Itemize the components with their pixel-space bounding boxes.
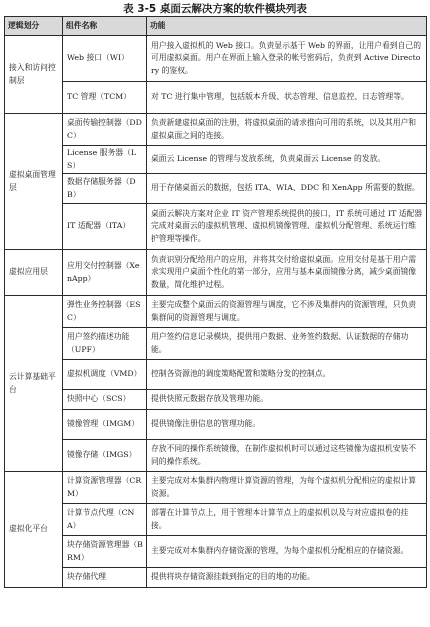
component-name-cell: 虚拟机调度（VMD） xyxy=(63,360,147,390)
component-name-cell: 镜像管理（IMGM） xyxy=(63,410,147,440)
header-function: 功能 xyxy=(147,17,427,36)
component-name-cell: 镜像存储（IMGS） xyxy=(63,440,147,472)
table-row xyxy=(5,360,427,390)
function-cell: 桌面云 License 的管理与发放系统，负责桌面云 License 的发放。 xyxy=(147,146,427,174)
component-name-cell: TC 管理（TCM） xyxy=(63,82,147,114)
function-cell: 提供镜像注册信息的管理功能。 xyxy=(147,410,427,440)
header-layer: 逻辑划分 xyxy=(5,17,63,36)
function-cell: 桌面云解决方案对企业 IT 资产管理系统提供的接口，IT 系统可通过 IT 适配器完成对桌面云的虚拟机管理、虚拟机镜像管理、虚拟机分配管理、系统运行维护管理等操作。 xyxy=(147,204,427,250)
component-name-cell: 应用交付控制器（XenApp） xyxy=(63,250,147,296)
component-name-cell: 用户签约描述功能（UPF） xyxy=(63,328,147,360)
function-cell: 提供快照元数据存放及管理功能。 xyxy=(147,390,427,410)
table-row xyxy=(5,440,427,472)
component-name-cell: Web 接口（WI） xyxy=(63,36,147,82)
component-name-cell: 块存储代理 xyxy=(63,568,147,588)
header-component: 组件名称 xyxy=(63,17,147,36)
table-row xyxy=(5,296,427,328)
function-cell: 负责新建虚拟桌面的注册，将虚拟桌面的请求推向可用的系统，以及其用户和虚拟桌面之间的连接。 xyxy=(147,114,427,146)
function-cell: 提供将块存储资源挂载到指定的目的地的功能。 xyxy=(147,568,427,588)
component-name-cell: 桌面传输控制器（DDC） xyxy=(63,114,147,146)
component-name-cell: 块存储资源管理器（BRM） xyxy=(63,536,147,568)
function-cell: 主要完成对本集群内存储资源的管理，为每个虚拟机分配相应的存储资源。 xyxy=(147,536,427,568)
function-cell: 用户接入虚拟机的 Web 接口。负责显示基于 Web 的界面，让用户看到自己的可用虚拟桌面。用户在界面上输入登录的帐号密码后，负责到 Active Directory 的鉴权。 xyxy=(147,36,427,82)
function-cell: 主要完成整个桌面云的资源管理与调度，它不涉及集群内的资源管理，只负责集群间的资源管理与调度。 xyxy=(147,296,427,328)
function-cell: 负责识别分配给用户的应用，并将其交付给虚拟桌面。应用交付是基于用户需求实现用户桌面个性化的第一部分，应用与基本桌面镜像分离，减少桌面镜像数量，简化维护过程。 xyxy=(147,250,427,296)
software-module-table xyxy=(4,16,427,588)
component-name-cell: IT 适配器（ITA） xyxy=(63,204,147,250)
component-name-cell: 快照中心（SCS） xyxy=(63,390,147,410)
component-name-cell: 计算节点代理（CNA） xyxy=(63,504,147,536)
table-row xyxy=(5,410,427,440)
function-cell: 对 TC 进行集中管理，包括版本升级、状态管理、信息监控、日志管理等。 xyxy=(147,82,427,114)
table-row xyxy=(5,472,427,504)
table-row xyxy=(5,390,427,410)
table-caption: 表 3-5 桌面云解决方案的软件模块列表 xyxy=(123,3,307,15)
table-row xyxy=(5,36,427,82)
table-row xyxy=(5,328,427,360)
table-row xyxy=(5,114,427,146)
table-row xyxy=(5,504,427,536)
layer-cell: 虚拟桌面管理层 xyxy=(5,114,63,250)
table-row xyxy=(5,204,427,250)
component-name-cell: 弹性业务控制器（ESC） xyxy=(63,296,147,328)
function-cell: 存放不同的操作系统镜像，在制作虚拟机时可以通过这些镜像为虚拟机安装不同的操作系统。 xyxy=(147,440,427,472)
component-name-cell: License 服务器（LS） xyxy=(63,146,147,174)
layer-cell: 云计算基础平台 xyxy=(5,296,63,472)
function-cell: 控制各资源池的调度策略配置和策略分发的控制点。 xyxy=(147,360,427,390)
layer-cell: 虚拟应用层 xyxy=(5,250,63,296)
component-name-cell: 数据存储服务器（DB） xyxy=(63,174,147,204)
table-row xyxy=(5,146,427,174)
table-row xyxy=(5,82,427,114)
component-name-cell: 计算资源管理器（CRM） xyxy=(63,472,147,504)
function-cell: 用于存储桌面云的数据，包括 ITA、WIA、DDC 和 XenApp 所需要的数据。 xyxy=(147,174,427,204)
layer-cell: 虚拟化平台 xyxy=(5,472,63,588)
table-row xyxy=(5,174,427,204)
table-row xyxy=(5,568,427,588)
layer-cell: 接入和访问控制层 xyxy=(5,36,63,114)
function-cell: 主要完成对本集群内物理计算资源的管理，为每个虚拟机分配相应的虚拟计算资源。 xyxy=(147,472,427,504)
table-body xyxy=(5,36,427,588)
table-row xyxy=(5,250,427,296)
table-row xyxy=(5,536,427,568)
function-cell: 部署在计算节点上，用于管理本计算节点上的虚拟机以及与对应虚拟卷的挂接。 xyxy=(147,504,427,536)
function-cell: 用户签约信息记录模块，提供用户数据、业务签约数据、认证数据的存储功能。 xyxy=(147,328,427,360)
table-header-row xyxy=(5,17,427,36)
